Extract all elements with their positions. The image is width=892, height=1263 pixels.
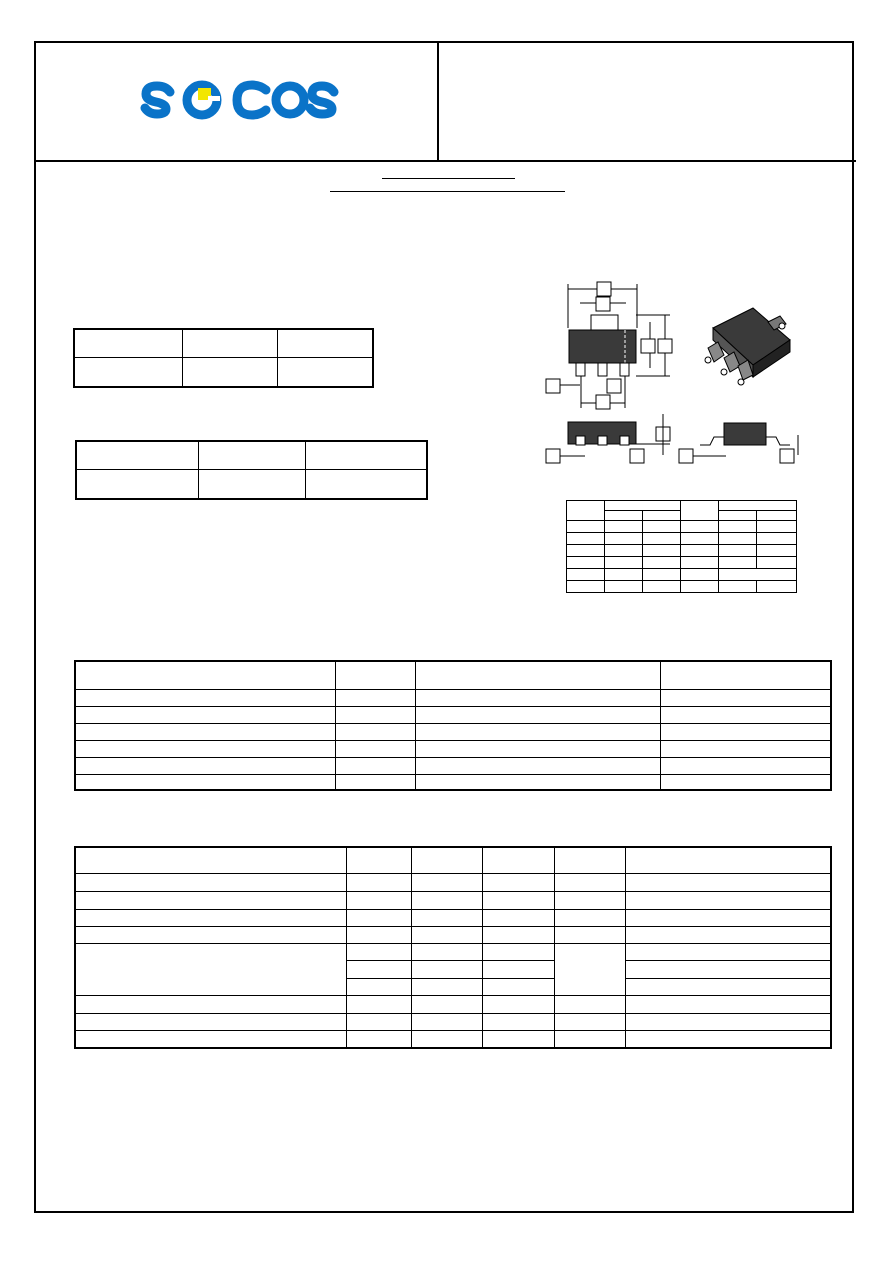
table-row — [75, 891, 831, 909]
table-row — [75, 943, 831, 960]
table-row — [567, 521, 797, 533]
subtitle-underline — [330, 191, 565, 192]
table-row — [567, 569, 797, 581]
package-outline-drawing — [540, 278, 680, 413]
table-row — [75, 689, 831, 706]
table-row — [75, 723, 831, 740]
logo-graphic — [140, 78, 340, 122]
table-row — [75, 740, 831, 757]
table-row — [567, 557, 797, 569]
table-row — [75, 873, 831, 891]
summary-table-2 — [75, 440, 428, 500]
table-row — [75, 847, 831, 873]
header-split — [437, 41, 439, 162]
table-row — [567, 545, 797, 557]
table-row — [76, 441, 427, 469]
table-row — [567, 501, 797, 511]
table-row — [75, 909, 831, 926]
title-underline — [382, 178, 515, 179]
table-row — [75, 926, 831, 943]
dimension-table — [566, 500, 797, 593]
table-row — [74, 357, 373, 387]
header-divider — [34, 160, 856, 162]
electrical-characteristics-table — [74, 846, 832, 1049]
table-row — [75, 1014, 831, 1031]
table-row — [76, 469, 427, 499]
table-row — [567, 581, 797, 593]
maximum-ratings-table — [74, 660, 832, 791]
summary-table-1 — [73, 328, 374, 388]
table-row — [75, 706, 831, 723]
package-side-view-drawing — [540, 410, 680, 466]
table-row — [75, 1031, 831, 1048]
company-logo — [140, 78, 340, 122]
table-row — [75, 996, 831, 1014]
table-row — [75, 757, 831, 774]
table-row — [75, 661, 831, 689]
table-row — [567, 533, 797, 545]
table-row — [74, 329, 373, 357]
table-row — [75, 774, 831, 790]
package-3d-drawing — [698, 300, 798, 388]
package-end-view-drawing — [676, 415, 808, 467]
